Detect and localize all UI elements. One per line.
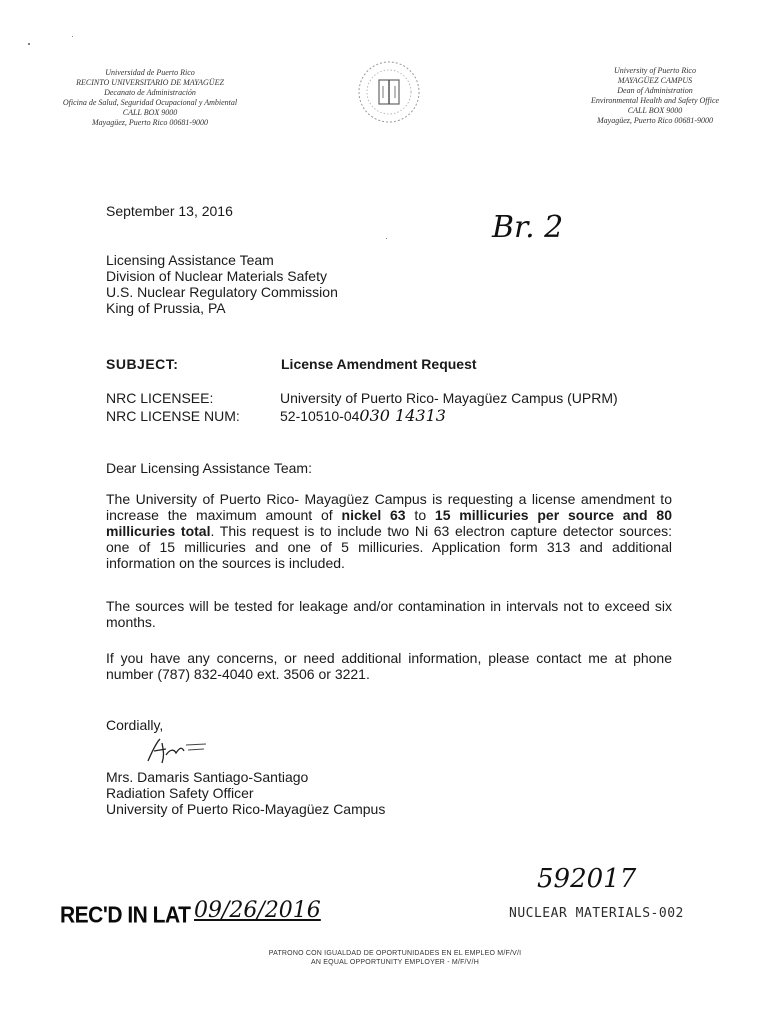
handwritten-docket: 030 14313 [359, 406, 446, 425]
paragraph-text: . This request is to include two Ni 63 electron capture detector sources: one of 15 millicuries and one of 5 millicuries. Application form 313 and additional information on the sources is included. [106, 523, 673, 571]
materials-stamp: NUCLEAR MATERIALS-002 [509, 906, 684, 921]
handwritten-note: Br. 2 [492, 210, 564, 245]
letterhead-line: Dean of Administration [617, 86, 693, 95]
license-number: 52-10510-04 [280, 408, 360, 424]
address-line: U.S. Nuclear Regulatory Commission [106, 284, 338, 300]
address-line: Division of Nuclear Materials Safety [106, 268, 327, 284]
license-number-value [280, 408, 446, 424]
letterhead-line: Oficina de Salud, Seguridad Ocupacional y Ambiental [62, 98, 238, 107]
recipient-address [106, 252, 338, 316]
letterhead-line: Mayagüez, Puerto Rico 00681-9000 [597, 116, 713, 125]
footer-line: PATRONO CON IGUALDAD DE OPORTUNIDADES EN EL EMPLEO M/F/V/I [268, 950, 522, 957]
letter-date: September 13, 2016 [106, 203, 233, 219]
letterhead-line: University of Puerto Rico [614, 66, 696, 75]
subject-value: License Amendment Request [281, 356, 477, 372]
letterhead-line: Decanato de Administración [104, 88, 196, 97]
received-stamp-label: REC'D IN LAT [60, 902, 191, 929]
letterhead-line: RECINTO UNIVERSITARIO DE MAYAGÜEZ [76, 78, 224, 87]
paragraph-bold: nickel 63 [341, 507, 406, 523]
letterhead-english [555, 66, 755, 126]
signature-icon [140, 735, 210, 767]
scan-speck [72, 36, 73, 37]
paragraph-testing: The sources will be tested for leakage and/or contamination in intervals not to exceed six months. [106, 598, 672, 630]
license-number-label: NRC LICENSE NUM: [106, 408, 240, 424]
scan-speck [386, 238, 387, 239]
paragraph-request [106, 491, 672, 571]
paragraph-bold: 15 millicuries per source and 80 millicuries total [106, 507, 672, 539]
signer-block [106, 769, 385, 817]
address-line: King of Prussia, PA [106, 300, 226, 316]
licensee-label: NRC LICENSEE: [106, 390, 214, 406]
letterhead-spanish [30, 68, 270, 128]
licensee-value: University of Puerto Rico- Mayagüez Campus (UPRM) [280, 390, 618, 406]
paragraph-text: The University of Puerto Rico- Mayagüez Campus is requesting a license amendment to increase the maximum amount of [106, 491, 672, 523]
signer-org: University of Puerto Rico-Mayagüez Campus [106, 801, 386, 817]
paragraph-text: to [405, 507, 435, 523]
scan-speck [28, 43, 30, 45]
footer [160, 949, 630, 967]
signer-title: Radiation Safety Officer [106, 785, 254, 801]
letterhead-line: CALL BOX 9000 [627, 106, 683, 115]
letterhead-line: Universidad de Puerto Rico [105, 68, 195, 77]
footer-line: AN EQUAL OPPORTUNITY EMPLOYER - M/F/V/H [311, 959, 479, 966]
letterhead-line: Mayagüez, Puerto Rico 00681-9000 [92, 118, 208, 127]
letterhead-line: MAYAGÜEZ CAMPUS [617, 76, 693, 85]
subject-label: SUBJECT: [106, 356, 179, 372]
closing: Cordially, [106, 717, 164, 733]
handwritten-number: 592017 [537, 864, 637, 894]
university-seal-icon [352, 58, 426, 126]
received-stamp-date: 09/26/2016 [194, 898, 321, 923]
letterhead-line: CALL BOX 9000 [122, 108, 178, 117]
address-line: Licensing Assistance Team [106, 252, 274, 268]
salutation: Dear Licensing Assistance Team: [106, 460, 312, 476]
signer-name: Mrs. Damaris Santiago-Santiago [106, 769, 309, 785]
paragraph-contact: If you have any concerns, or need additional information, please contact me at phone number (787) 832-4040 ext. 3506 or 3221. [106, 650, 672, 682]
letterhead-line: Environmental Health and Safety Office [590, 96, 720, 105]
